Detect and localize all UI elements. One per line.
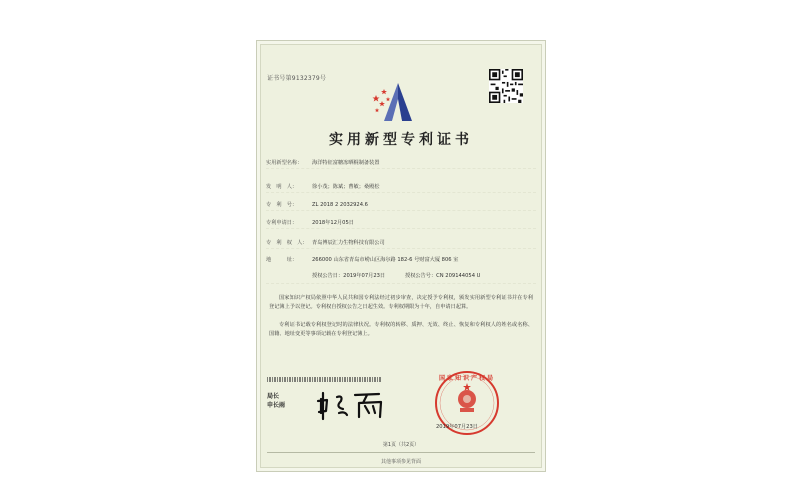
director-name: 申长雨: [267, 402, 286, 409]
legal-status-paragraph: 专利证书记载专利权登记时的法律状况。专利权的转移、质押、无效、终止、恢复和专利权人的姓名或名称、国籍、地址变更等事项记载在专利登记簿上。: [269, 322, 533, 337]
field-patentee: [266, 239, 385, 246]
cnipa-emblem-icon: [368, 77, 424, 129]
divider: [266, 210, 536, 211]
field-label: 专利申请日：: [266, 220, 298, 226]
field-value: 海洋特征富糖冻晒棍制备装置: [312, 160, 380, 166]
field-label: 地 址：: [266, 257, 298, 263]
divider: [266, 283, 536, 284]
field-value: 2018年12月05日: [312, 220, 354, 226]
footer-note: 其他事项参见背面: [380, 459, 421, 465]
divider: [266, 248, 536, 249]
certificate-number: 证书号第9132379号: [267, 75, 327, 82]
certificate-title: 实用新型专利证书: [329, 132, 473, 148]
field-label: 发 明 人：: [266, 184, 298, 190]
field-value: 徐小茂；陈斌；曹敏；桑殿松: [312, 184, 380, 190]
patent-certificate: [256, 40, 546, 472]
field-label: 授权公告日：: [312, 273, 344, 279]
field-grant-date: [312, 272, 385, 279]
field-inventors: [266, 183, 379, 190]
director-signature-icon: [315, 387, 395, 423]
field-patent-number: [266, 201, 368, 208]
field-grant-number: [405, 272, 480, 279]
page-info: 第1页（共2页）: [382, 442, 420, 448]
field-label: 专 利 号：: [266, 202, 298, 208]
svg-text:国家知识产权局: 国家知识产权局: [438, 375, 496, 382]
field-value: CN 209144054 U: [436, 273, 481, 279]
field-label: 实用新型名称：: [266, 160, 303, 166]
divider: [266, 168, 536, 169]
field-value: ZL 2018 2 2032924.6: [312, 202, 368, 208]
qr-code-icon: [489, 69, 523, 103]
director-title: 局长: [267, 393, 280, 400]
field-value: 青岛博辰汇力生物科技有限公司: [312, 240, 385, 246]
barcode: [267, 377, 382, 382]
field-value: 266000 山东省青岛市崂山区海尔路 182-6 号财富大厦 806 室: [312, 257, 459, 263]
field-address: [266, 257, 536, 264]
field-application-date: [266, 219, 354, 226]
divider: [266, 228, 536, 229]
field-utility-model-name: [266, 159, 379, 166]
field-label: 授权公告号：: [405, 273, 437, 279]
signature-labels: [267, 392, 285, 410]
divider: [267, 452, 535, 453]
grant-statement-paragraph: 国家知识产权局依照中华人民共和国专利法经过初步审查，决定授予专利权，颁发实用新型专利证书并在专利登记簿上予以登记。专利权自授权公告之日起生效。专利权期限为十年，自申请日起算。: [269, 295, 533, 310]
field-label: 专 利 权 人：: [266, 240, 308, 246]
field-value: 2019年07月23日: [343, 273, 386, 279]
issue-date: 2019年07月23日: [436, 424, 478, 430]
divider: [266, 192, 536, 193]
